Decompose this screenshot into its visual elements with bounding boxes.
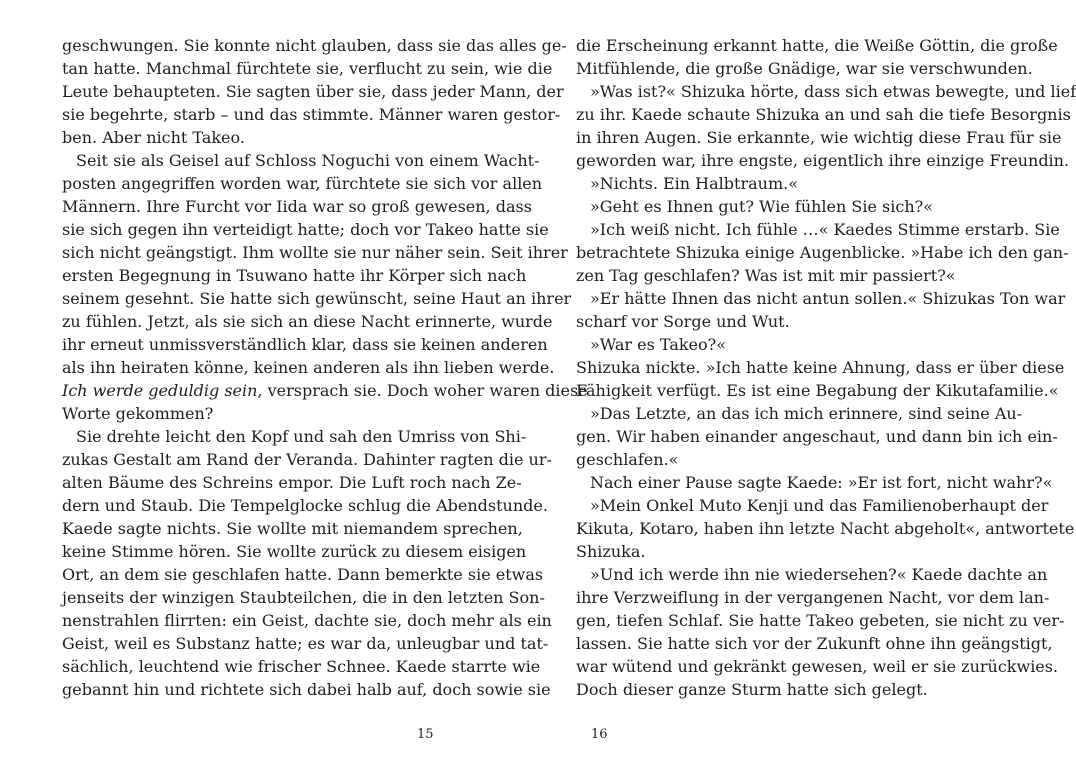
text-line: war wütend und gekränkt gewesen, weil er sie zurückwies. [576,657,1059,676]
text-line: geschlafen.« [576,450,679,469]
text-line: seinem gesehnt. Sie hatte sich gewünscht, seine Haut an ihrer [62,289,572,308]
text-line: »War es Takeo?« [590,335,727,354]
text-line: »Nichts. Ein Halbtraum.« [590,174,798,193]
text-line: sich nicht geängstigt. Ihm wollte sie nur näher sein. Seit ihrer [62,243,568,262]
text-line: Doch dieser ganze Sturm hatte sich gelegt. [576,680,928,699]
text-line: betrachtete Shizuka einige Augenblicke. »Habe ich den gan- [576,243,1069,262]
text-line: Ort, an dem sie geschlafen hatte. Dann bemerkte sie etwas [62,565,544,584]
text-line: die Erscheinung erkannt hatte, die Weiße Göttin, die große [576,36,1058,55]
line-text: , versprach sie. Doch woher waren diese [257,381,588,400]
text-line: »Geht es Ihnen gut? Wie fühlen Sie sich?« [590,197,933,216]
text-line: ihre Verzweiflung in der vergangenen Nacht, vor dem lan- [576,588,1050,607]
text-line: zu fühlen. Jetzt, als sie sich an diese Nacht erinnerte, wurde [62,312,553,331]
text-line: gen. Wir haben einander angeschaut, und dann bin ich ein- [576,427,1058,446]
text-line: jenseits der winzigen Staubteilchen, die in den letzten Son- [62,588,545,607]
text-line: Shizuka. [576,542,646,561]
text-line: »Ich weiß nicht. Ich fühle …« Kaedes Stimme erstarb. Sie [590,220,1060,239]
text-line: Geist, weil es Substanz hatte; es war da, unleugbar und tat- [62,634,549,653]
text-line: sächlich, leuchtend wie frischer Schnee. Kaede starrte wie [62,657,541,676]
text-line: nenstrahlen flirrten: ein Geist, dachte sie, doch mehr als ein [62,611,552,630]
right-page-number: 16 [591,727,608,742]
text-line: zukas Gestalt am Rand der Veranda. Dahinter ragten die ur- [62,450,552,469]
text-line: posten angegriffen worden war, fürchtete sie sich vor allen [62,174,543,193]
text-line: Kikuta, Kotaro, haben ihn letzte Nacht abgeholt«, antwortete [576,519,1075,538]
text-line [62,379,588,402]
left-page-number: 15 [417,727,434,742]
text-line: Kaede sagte nichts. Sie wollte mit niemandem sprechen, [62,519,523,538]
text-line: sie begehrte, starb – und das stimmte. Männer waren gestor- [62,105,561,124]
text-line: Seit sie als Geisel auf Schloss Noguchi von einem Wacht- [76,151,540,170]
text-line: Nach einer Pause sagte Kaede: »Er ist fort, nicht wahr?« [590,473,1053,492]
text-line: »Was ist?« Shizuka hörte, dass sich etwas bewegte, und lief [590,82,1076,101]
text-line: Leute behaupteten. Sie sagten über sie, dass jeder Mann, der [62,82,564,101]
text-line: scharf vor Sorge und Wut. [576,312,790,331]
text-line: »Er hätte Ihnen das nicht antun sollen.« Shizukas Ton war [590,289,1066,308]
text-line: ben. Aber nicht Takeo. [62,128,245,147]
text-line: ihr erneut unmissverständlich klar, dass sie keinen anderen [62,335,548,354]
left-page [62,34,588,701]
text-line: Mitfühlende, die große Gnädige, war sie verschwunden. [576,59,1033,78]
italic-phrase: Ich werde geduldig sein [62,381,258,400]
text-line: keine Stimme hören. Sie wollte zurück zu diesem eisigen [62,542,527,561]
text-line: Fähigkeit verfügt. Es ist eine Begabung der Kikutafamilie.« [576,381,1059,400]
text-line: Männern. Ihre Furcht vor Iida war so groß gewesen, dass [62,197,532,216]
text-line: lassen. Sie hatte sich vor der Zukunft ohne ihn geängstigt, [576,634,1053,653]
text-line: in ihren Augen. Sie erkannte, wie wichtig diese Frau für sie [576,128,1062,147]
text-line: »Das Letzte, an das ich mich erinnere, sind seine Au- [590,404,1023,423]
text-line: geworden war, ihre engste, eigentlich ihre einzige Freundin. [576,151,1070,170]
text-line: zu ihr. Kaede schaute Shizuka an und sah die tiefe Besorgnis [576,105,1071,124]
text-line: Worte gekommen? [62,404,214,423]
text-line: »Mein Onkel Muto Kenji und das Familienoberhaupt der [590,496,1049,515]
text-line: gen, tiefen Schlaf. Sie hatte Takeo gebeten, sie nicht zu ver- [576,611,1065,630]
text-line: alten Bäume des Schreins empor. Die Luft roch nach Ze- [62,473,522,492]
text-line: »Und ich werde ihn nie wiedersehen?« Kaede dachte an [590,565,1048,584]
text-line: zen Tag geschlafen? Was ist mit mir passiert?« [576,266,956,285]
right-page [576,34,1076,701]
text-line: tan hatte. Manchmal fürchtete sie, verflucht zu sein, wie die [62,59,553,78]
text-line: Shizuka nickte. »Ich hatte keine Ahnung, dass er über diese [576,358,1065,377]
text-line: dern und Staub. Die Tempelglocke schlug die Abendstunde. [62,496,548,515]
text-line: Sie drehte leicht den Kopf und sah den Umriss von Shi- [76,427,527,446]
text-line: als ihn heiraten könne, keinen anderen als ihn lieben werde. [62,358,555,377]
text-line: geschwungen. Sie konnte nicht glauben, dass sie das alles ge- [62,36,567,55]
text-line: gebannt hin und richtete sich dabei halb auf, doch sowie sie [62,680,551,699]
text-line: sie sich gegen ihn verteidigt hatte; doch vor Takeo hatte sie [62,220,549,239]
text-line: ersten Begegnung in Tsuwano hatte ihr Körper sich nach [62,266,527,285]
